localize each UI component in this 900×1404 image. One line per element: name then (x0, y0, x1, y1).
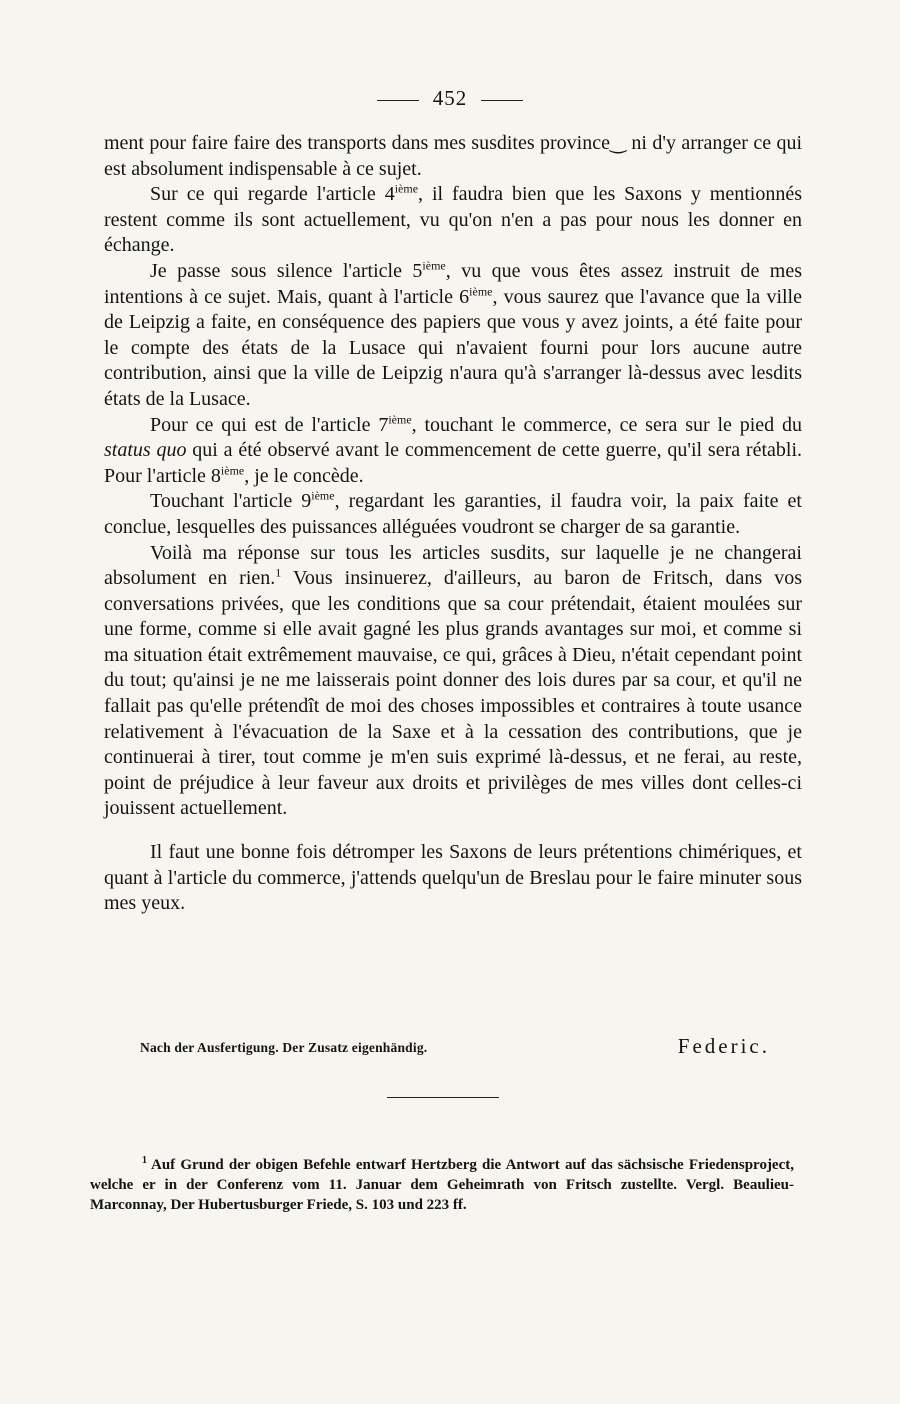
paragraph: Pour ce qui est de l'article 7ième, touchant le commerce, ce sera sur le pied du status quo qui a été observé avant le commencement de cette guerre, qu'il sera rétabli. Pour l'article 8ième, je le concède. (104, 411, 803, 487)
page-number: 452 (432, 86, 468, 110)
paragraph: Sur ce qui regarde l'article 4ième, il faudra bien que les Saxons y mentionnés restent comme ils sont actuellement, vu qu'on n'en a pas pour nous les donner en échange. (104, 181, 802, 257)
paragraph: ment pour faire faire des transports dans mes susdites province‿ ni d'y arranger ce qui est absolument indispensable à ce sujet. (104, 132, 802, 180)
footnote-divider (387, 1097, 499, 1098)
header-rule-right (481, 100, 523, 101)
paragraph: Touchant l'article 9ième, regardant les garanties, il faudra voir, la paix faite et conclue, lesquelles des puissances alléguées voudront se charger de sa garantie. (104, 488, 802, 538)
footnote-mark: 1 (142, 1155, 147, 1166)
paragraph: Voilà ma réponse sur tous les articles susdits, sur laquelle je ne changerai absolument en rien.$^1$ Vous insinuerez, d'ailleurs, au baron de Fritsch, dans vos conversations privées, que les conditions que sa cour prétendait, étaient moulées sur une forme, comme si elle avait gagné les plus grands avantages sur moi, et comme si ma situation était extrêmement mauvaise, ce qui, grâces à Dieu, n'était cependant point du tout; qu'ainsi je ne me laisserais point donner des lois dures par sa cour, et qu'il ne fallait pas qu'elle prétendît de moi des choses impossibles et contraires à toute usance relativement à l'évacuation de la Saxe et à la cessation des contributions, que je continuerai à tirer, tout comme je m'en suis exprimé là-dessus, et ne ferai, au reste, point de préjudice à leur faveur aux droits et privilèges de mes villes dont celles-ci jouissent actuellement. (104, 541, 802, 820)
closing-row (140, 1034, 770, 1064)
footnote-text: Auf Grund der obigen Befehle entwarf Hertzberg die Antwort auf das sächsische Friedensproject, welche er in der Conferenz vom 11. Januar dem Geheimrath von Fritsch zustellte. Vergl. Beaulieu-Marconnay, Der Hubertusburger Friede, S. 103 und 223 ff. (90, 1157, 794, 1213)
letter-body (104, 131, 802, 917)
paragraph: Il faut une bonne fois détromper les Saxons de leurs prétentions chimériques, et quant à l'article du commerce, j'attends quelqu'un de Breslau pour le faire minuter sous mes yeux. (104, 841, 802, 915)
source-note: Nach der Ausfertigung. Der Zusatz eigenhändig. (140, 1040, 428, 1055)
signature: Federic. (677, 1034, 770, 1058)
header-rule-left (377, 100, 419, 101)
footnote (90, 1151, 794, 1215)
page-header (0, 86, 900, 111)
paragraph: Je passe sous silence l'article 5ième, vu que vous êtes assez instruit de mes intentions à ce sujet. Mais, quant à l'article 6ième, vous saurez que l'avance que la ville de Leipzig a faite, en conséquence des papiers que vous y avez joints, a été faite pour le compte des états de la Lusace qui n'avaient fourni pour lors aucune autre contribution, ainsi que la ville de Leipzig n'aura qu'à s'arranger là-dessus avec lesdits états de la Lusace. (104, 258, 803, 410)
